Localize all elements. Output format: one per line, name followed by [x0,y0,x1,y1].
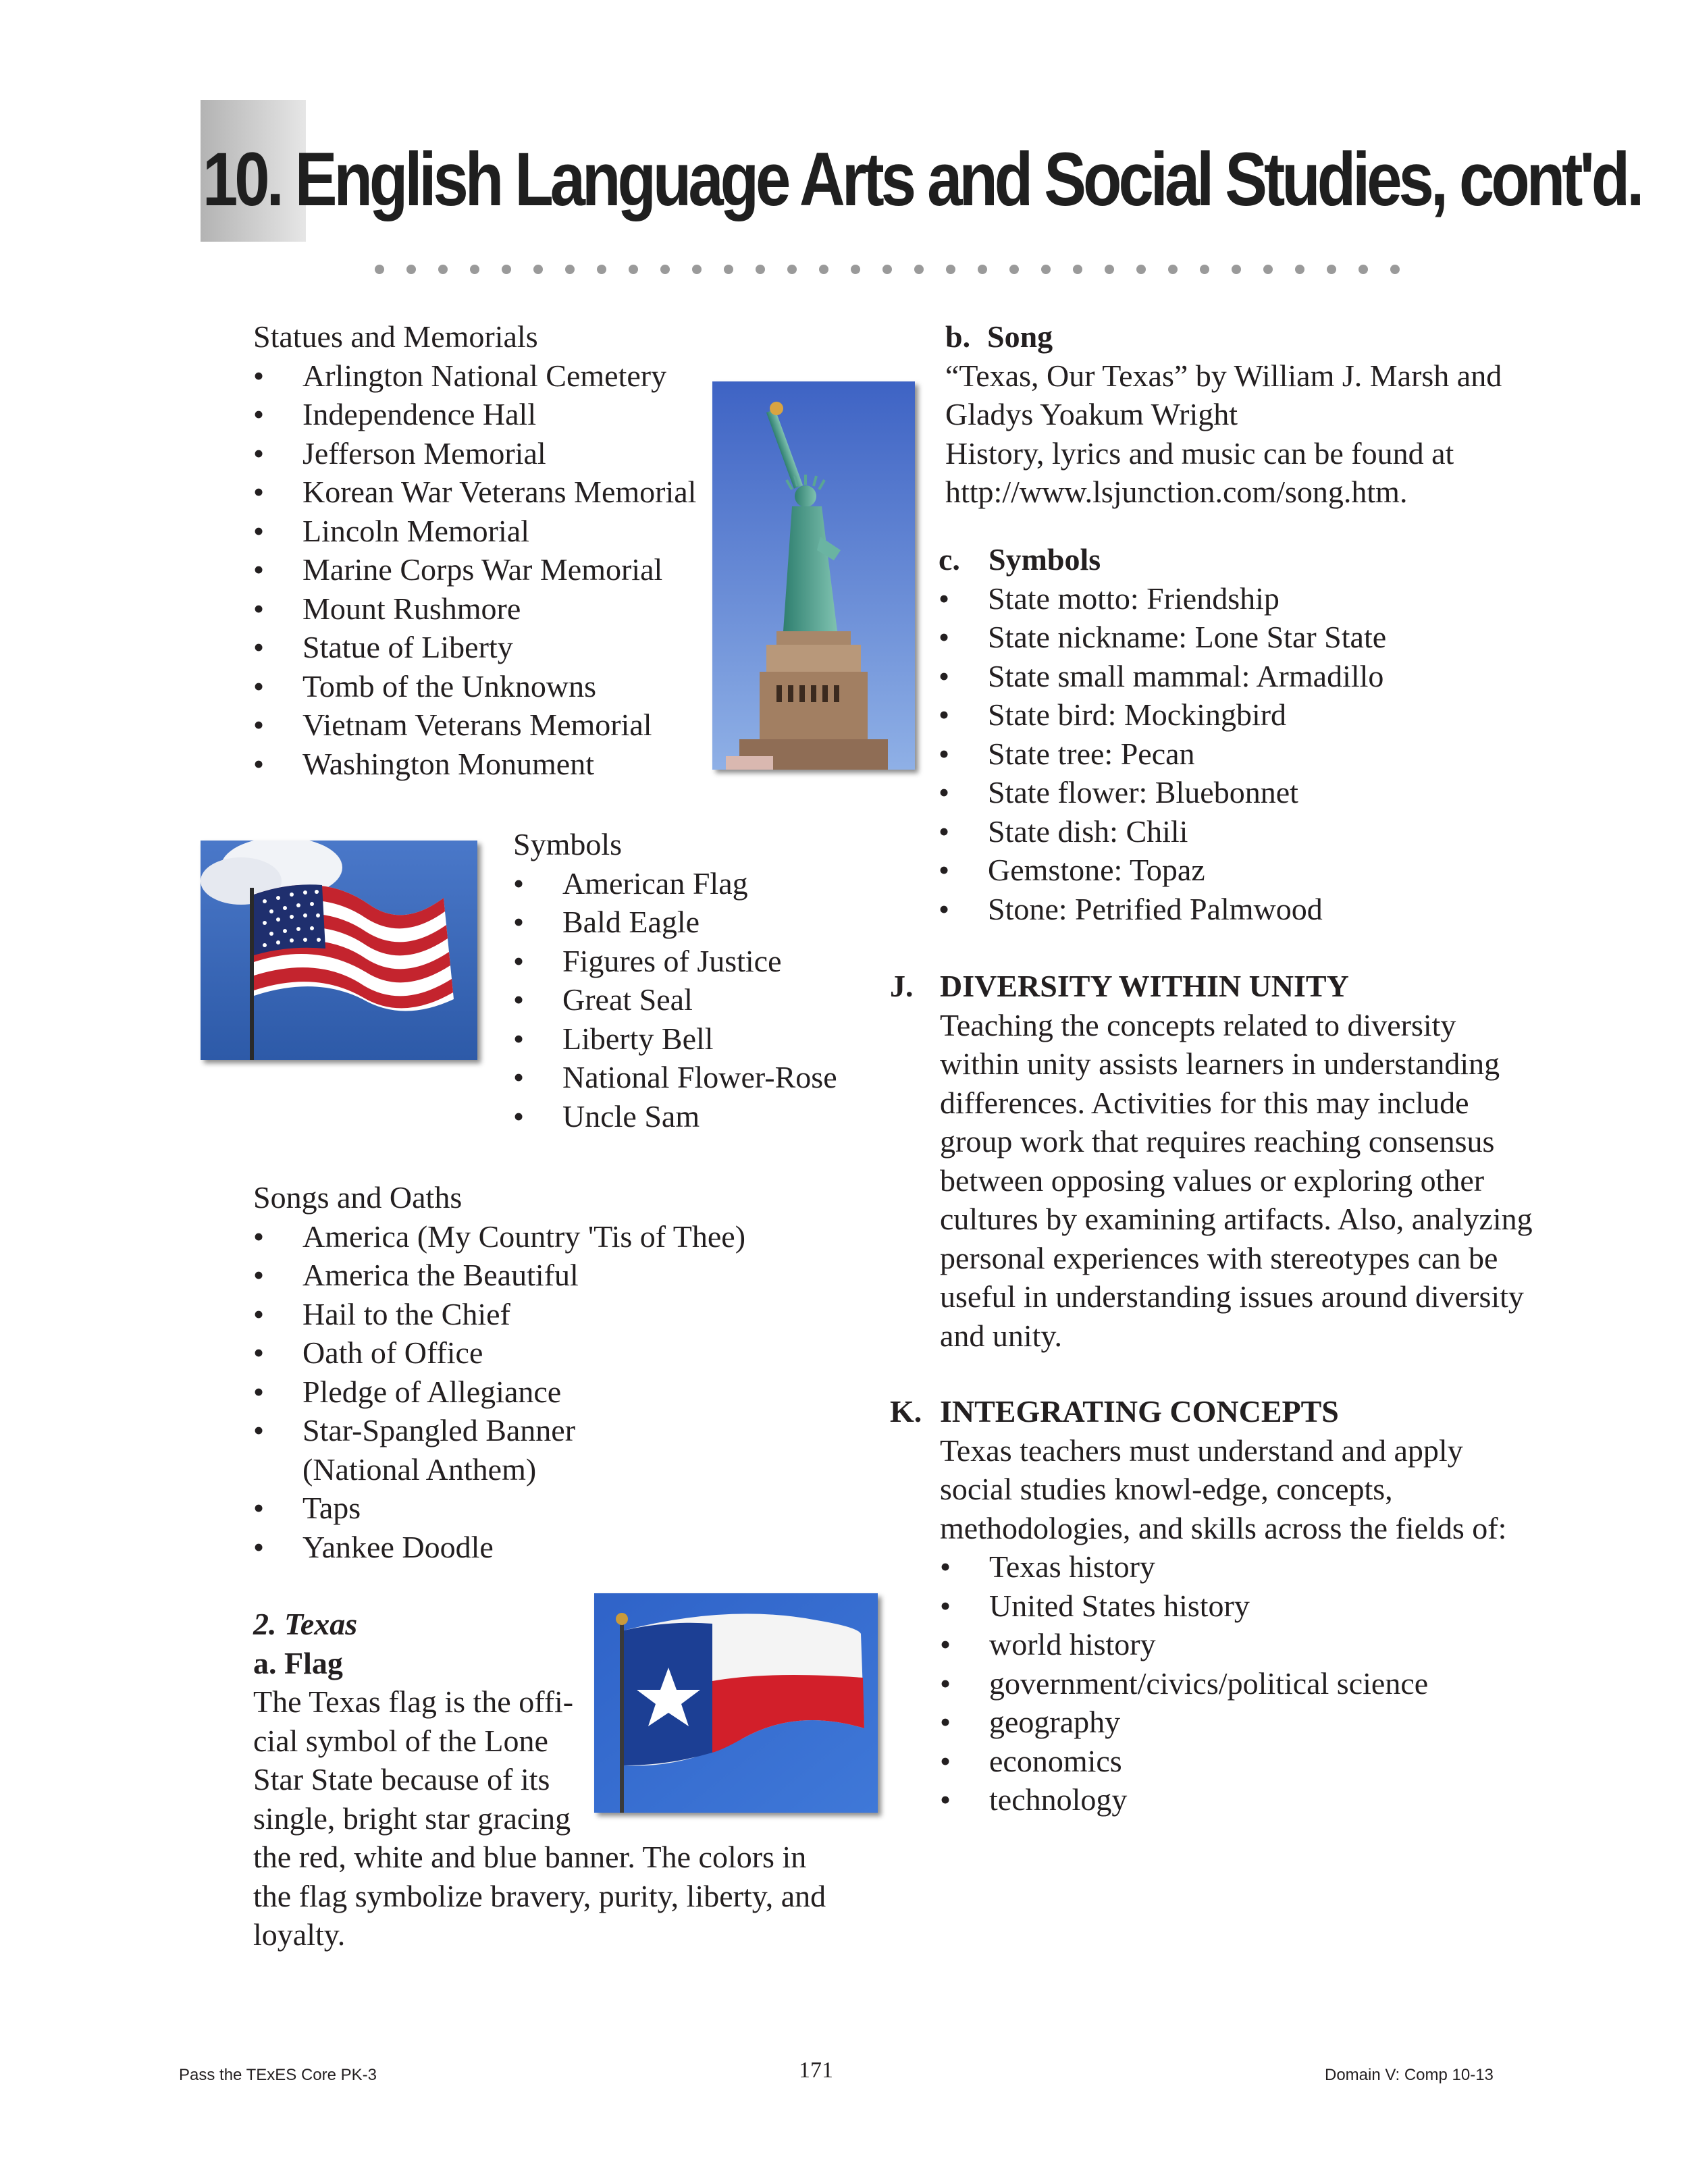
symbol-item [513,903,837,942]
texas-symbol-item [939,618,1386,657]
divider-dot [1168,265,1178,274]
flag-line: cial symbol of the Lone [253,1723,548,1758]
texas-symbol-item-text: State flower: Bluebonnet [988,775,1298,809]
song-heading-row [945,317,1502,356]
diversity-line: useful in understanding issues around diversity [940,1279,1524,1314]
statue-item-text: Marine Corps War Memorial [302,552,663,587]
divider-dot [533,265,543,274]
divider-dot [851,265,860,274]
diversity-line: personal experiences with stereotypes can be [940,1240,1498,1275]
field-item-text: economics [989,1743,1122,1778]
bullet: • [939,775,950,809]
statue-item-text: Lincoln Memorial [302,513,529,548]
divider-dot [724,265,733,274]
texas-symbol-item-text: State bird: Mockingbird [988,697,1287,732]
statues-section [253,317,696,783]
texas-heading: 2. Texas [253,1607,358,1641]
divider-dot [406,265,416,274]
song-item-continuation: (National Anthem) [302,1451,537,1487]
statue-item [253,512,696,551]
divider-dot [819,265,828,274]
bullet: • [253,1219,265,1254]
song-item [253,1295,745,1334]
divider-dot [1105,265,1114,274]
flag-line: the red, white and blue banner. The colors in [253,1840,807,1874]
symbol-item-text: Figures of Justice [562,943,782,978]
song-item-text: Yankee Doodle [302,1529,494,1564]
symbols-section [513,825,837,1136]
statue-item [253,395,696,434]
field-item-text: technology [989,1782,1128,1817]
footer-domain: Domain V: Comp 10-13 [1325,2066,1494,2084]
song-item [253,1333,745,1373]
american-flag-image [201,841,477,1060]
divider-dot [978,265,987,274]
flag-line: loyalty. [253,1917,346,1952]
texas-symbols-section [939,540,1386,928]
bullet: • [939,697,950,732]
integrating-heading-row [890,1392,1506,1431]
diversity-heading-row [890,967,1533,1006]
divider-dot [787,265,797,274]
songs-section [253,1178,745,1566]
bullet: • [253,1258,265,1292]
texas-symbol-item-text: Gemstone: Topaz [988,853,1205,887]
diversity-line: between opposing values or exploring other [940,1163,1485,1198]
flag-line: the flag symbolize bravery, purity, liberty, and [253,1878,826,1913]
statue-item-text: Mount Rushmore [302,591,521,626]
flag-line: The Texas flag is the offi- [253,1684,574,1719]
field-item [940,1547,1506,1587]
field-item-text: world history [989,1627,1156,1661]
divider-dot [1200,265,1209,274]
statue-item [253,628,696,667]
divider-dot [1136,265,1146,274]
song-section [945,317,1502,512]
statue-item-text: Vietnam Veterans Memorial [302,708,652,742]
field-item-text: geography [989,1705,1121,1739]
statue-item [253,356,696,396]
bullet: • [253,630,265,664]
integrating-section [890,1392,1506,1819]
divider-dot [1073,265,1082,274]
symbol-item-text: Liberty Bell [562,1021,714,1056]
bullet: • [513,943,525,978]
bullet: • [940,1666,951,1701]
bullet: • [253,1529,265,1564]
texas-symbol-item [939,890,1386,929]
divider-dot [882,265,892,274]
divider-dot [756,265,765,274]
bullet: • [253,1491,265,1525]
diversity-line: group work that requires reaching consensus [940,1124,1495,1158]
divider-dot [1009,265,1019,274]
footer-book-title: Pass the TExES Core PK-3 [179,2066,377,2084]
bullet: • [253,397,265,431]
texas-symbols-list [939,579,1386,929]
texas-symbol-item [939,695,1386,735]
statue-item-text: Korean War Veterans Memorial [302,475,697,509]
bullet: • [939,736,950,771]
diversity-letter: J. [890,969,914,1003]
song-item-text: Pledge of Allegiance [302,1374,562,1409]
song-letter: b. [945,319,971,354]
bullet: • [253,1413,265,1447]
statue-item-text: Arlington National Cemetery [302,358,667,393]
statues-heading: Statues and Memorials [253,319,538,354]
dotted-divider [375,265,1422,274]
statue-item-text: Jefferson Memorial [302,435,546,471]
divider-dot [1390,265,1400,274]
symbol-item [513,942,837,981]
bullet: • [253,708,265,742]
texas-symbols-letter: c. [939,542,960,577]
divider-dot [946,265,955,274]
bullet: • [253,1335,265,1370]
texas-symbols-heading-row [939,540,1386,579]
songs-list [253,1217,745,1567]
symbol-item-text: Great Seal [562,982,693,1017]
song-item-text: Star-Spangled Banner [302,1413,576,1447]
bullet: • [253,591,265,626]
bullet: • [939,814,950,849]
song-item-text: Taps [302,1491,361,1525]
flag-line: Star State because of its [253,1762,550,1796]
statue-item-text: Statue of Liberty [302,630,513,664]
field-item [940,1742,1506,1781]
song-item [253,1489,745,1528]
divider-dot [438,265,448,274]
divider-dot [375,265,384,274]
song-line: History, lyrics and music can be found at [945,435,1454,471]
bullet: • [939,658,950,693]
divider-dot [597,265,606,274]
texas-symbols-heading: Symbols [988,542,1101,577]
song-item [253,1217,745,1256]
statues-list [253,356,696,784]
statue-item [253,745,696,784]
song-item [253,1411,745,1489]
statue-item-text: Independence Hall [302,397,537,431]
symbol-item [513,1058,837,1097]
symbols-list [513,864,837,1136]
field-item-text: United States history [989,1588,1250,1623]
diversity-line: within unity assists learners in understanding [940,1046,1500,1081]
bullet: • [253,1374,265,1409]
texas-symbol-item-text: State small mammal: Armadillo [988,658,1384,693]
songs-heading: Songs and Oaths [253,1180,463,1215]
diversity-heading: DIVERSITY WITHIN UNITY [940,969,1349,1003]
bullet: • [940,1549,951,1584]
divider-dot [914,265,924,274]
song-line: http://www.lsjunction.com/song.htm. [945,475,1408,509]
symbol-item [513,864,837,903]
flag-line: single, bright star gracing [253,1801,571,1836]
divider-dot [565,265,575,274]
symbol-item-text: American Flag [562,865,748,901]
texas-symbol-item [939,579,1386,618]
bullet: • [940,1705,951,1739]
divider-dot [1327,265,1336,274]
texas-symbol-item [939,657,1386,696]
symbol-item [513,980,837,1019]
divider-dot [1232,265,1241,274]
bullet: • [513,1021,525,1056]
song-item [253,1528,745,1567]
texas-symbol-item-text: State dish: Chili [988,814,1188,849]
song-item-text: America (My Country 'Tis of Thee) [302,1219,746,1254]
song-item-text: Hail to the Chief [302,1296,510,1331]
texas-symbol-item-text: Stone: Petrified Palmwood [988,891,1323,926]
field-item [940,1587,1506,1626]
integrating-line: social studies knowl-edge, concepts, [940,1472,1393,1506]
diversity-line: and unity. [940,1318,1062,1353]
diversity-section [890,967,1533,1355]
song-item-text: Oath of Office [302,1335,483,1370]
texas-symbol-item [939,851,1386,890]
bullet: • [939,891,950,926]
bullet: • [940,1588,951,1623]
page-title: 10. English Language Arts and Social Studies, cont'd. [203,137,1641,221]
diversity-line: cultures by examining artifacts. Also, analyzing [940,1202,1533,1236]
song-item [253,1256,745,1295]
bullet: • [513,865,525,901]
texas-symbol-item-text: State tree: Pecan [988,736,1195,771]
statue-item [253,589,696,629]
integrating-heading: INTEGRATING CONCEPTS [940,1394,1339,1429]
field-item-text: Texas history [989,1549,1155,1584]
bullet: • [939,853,950,887]
bullet: • [940,1782,951,1817]
bullet: • [253,435,265,471]
bullet: • [513,1098,525,1134]
flag-heading: a. Flag [253,1645,343,1680]
symbol-item-text: Uncle Sam [562,1098,700,1134]
divider-dot [692,265,702,274]
field-item [940,1625,1506,1664]
statue-of-liberty-image [712,381,915,770]
texas-symbol-item [939,773,1386,812]
integrating-line: Texas teachers must understand and apply [940,1433,1463,1468]
bullet: • [253,668,265,703]
divider-dot [1359,265,1368,274]
statue-item [253,473,696,512]
statue-item [253,667,696,706]
page-number: 171 [799,2058,833,2083]
song-item-text: America the Beautiful [302,1258,579,1292]
song-paragraph [945,356,1502,512]
bullet: • [939,581,950,616]
flag-paragraph [253,1682,826,1954]
field-item [940,1703,1506,1742]
statue-item [253,705,696,745]
bullet: • [253,552,265,587]
bullet: • [513,905,525,939]
bullet: • [939,620,950,654]
bullet: • [253,1296,265,1331]
divider-dot [629,265,638,274]
integrating-line: methodologies, and skills across the fields of: [940,1510,1507,1545]
divider-dot [470,265,479,274]
song-item [253,1373,745,1412]
diversity-line: Teaching the concepts related to diversity [940,1007,1456,1042]
bullet: • [940,1743,951,1778]
bullet: • [513,1060,525,1094]
diversity-line: differences. Activities for this may include [940,1085,1469,1120]
symbol-item-text: National Flower-Rose [562,1060,837,1094]
integrating-letter: K. [890,1394,922,1429]
field-item [940,1780,1506,1819]
statue-item [253,550,696,589]
divider-dot [502,265,511,274]
integrating-paragraph [890,1431,1506,1548]
texas-section [253,1605,826,1954]
bullet: • [253,358,265,393]
divider-dot [660,265,670,274]
bullet: • [513,982,525,1017]
bullet: • [253,746,265,781]
texas-symbol-item-text: State nickname: Lone Star State [988,620,1387,654]
statue-item [253,434,696,473]
bullet: • [253,513,265,548]
texas-symbol-item [939,735,1386,774]
symbol-item [513,1097,837,1136]
field-item-text: government/civics/political science [989,1666,1429,1701]
song-line: Gladys Yoakum Wright [945,397,1238,431]
diversity-paragraph [890,1006,1533,1356]
texas-symbol-item [939,812,1386,851]
divider-dot [1041,265,1051,274]
bullet: • [940,1627,951,1661]
song-line: “Texas, Our Texas” by William J. Marsh and [945,358,1502,393]
bullet: • [253,475,265,509]
song-heading: Song [987,319,1053,354]
statue-item-text: Washington Monument [302,746,594,781]
symbol-item [513,1019,837,1059]
symbol-item-text: Bald Eagle [562,905,700,939]
field-item [940,1664,1506,1703]
integrating-list [890,1547,1506,1819]
divider-dot [1263,265,1273,274]
symbols-heading: Symbols [513,827,623,861]
statue-item-text: Tomb of the Unknowns [302,668,597,703]
divider-dot [1295,265,1304,274]
texas-symbol-item-text: State motto: Friendship [988,581,1280,616]
